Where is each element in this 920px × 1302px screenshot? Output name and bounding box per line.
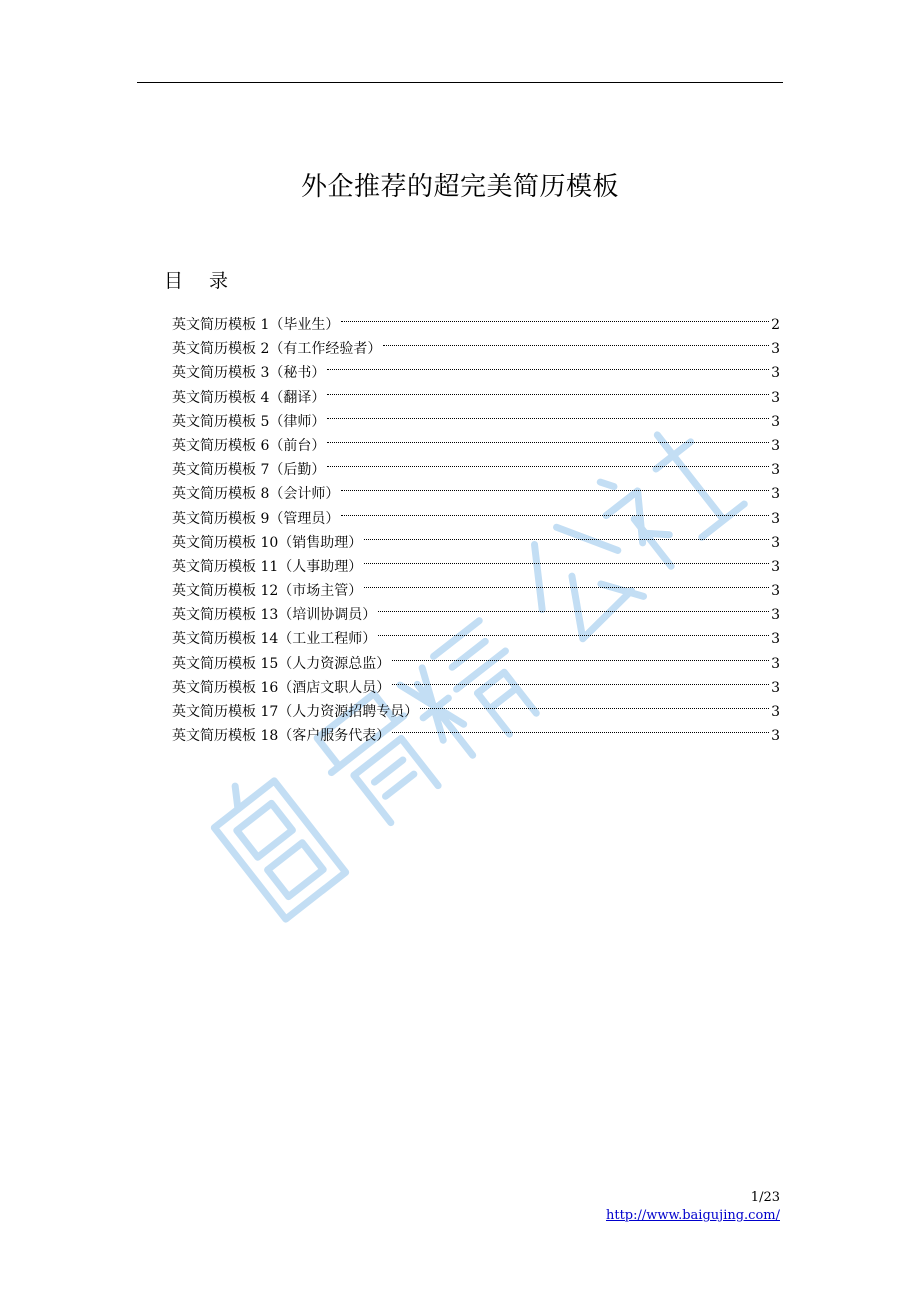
toc-entry-label: 英文简历模板 16（酒店文职人员） <box>172 679 391 696</box>
toc-entry-page: 2 <box>771 317 780 333</box>
toc-dot-leader <box>420 692 769 716</box>
toc-entry-label: 英文简历模板 12（市场主管） <box>172 583 363 600</box>
toc-dot-leader <box>327 353 769 377</box>
toc-entry-page: 3 <box>771 704 780 720</box>
toc-entry-label: 英文简历模板 6（前台） <box>172 437 326 454</box>
toc-entry-page: 3 <box>771 728 780 745</box>
toc-entry-label: 英文简历模板 1（毕业生） <box>172 317 340 333</box>
toc-dot-leader <box>383 329 769 353</box>
toc-entry-page: 3 <box>771 607 780 624</box>
toc-dot-leader <box>378 595 769 619</box>
toc-dot-leader <box>392 668 769 692</box>
toc-dot-leader <box>327 378 769 402</box>
toc-entry-page: 3 <box>771 341 780 358</box>
toc-dot-leader <box>341 474 769 498</box>
toc-entry-page: 3 <box>771 510 780 527</box>
footer-link[interactable]: http://www.baigujing.com/ <box>605 1208 780 1223</box>
toc-entry-page: 3 <box>771 486 780 503</box>
table-of-contents <box>172 305 780 745</box>
toc-entry-page: 3 <box>771 365 780 382</box>
toc-entry-page: 3 <box>771 437 780 454</box>
toc-entry-page: 3 <box>771 655 780 672</box>
toc-entry-label: 英文简历模板 11（人事助理） <box>172 558 363 575</box>
toc-entry-label: 英文简历模板 5（律师） <box>172 413 326 430</box>
toc-dot-leader <box>327 426 769 450</box>
toc-entry-page: 3 <box>771 558 780 575</box>
toc-entry-label: 英文简历模板 9（管理员） <box>172 510 340 527</box>
toc-dot-leader <box>378 619 769 643</box>
toc-heading: 目 录 <box>164 270 239 292</box>
toc-entry-label: 英文简历模板 17（人力资源招聘专员） <box>172 704 419 720</box>
toc-entry-page: 3 <box>771 631 780 648</box>
toc-entry-label: 英文简历模板 7（后勤） <box>172 462 326 479</box>
toc-dot-leader <box>392 644 769 668</box>
toc-dot-leader <box>364 523 769 547</box>
toc-entry[interactable] <box>172 305 780 333</box>
toc-dot-leader <box>341 305 769 329</box>
toc-dot-leader <box>364 547 769 571</box>
toc-entry-label: 英文简历模板 4（翻译） <box>172 389 326 406</box>
document-title: 外企推荐的超完美简历模板 <box>300 172 619 202</box>
toc-dot-leader <box>392 716 769 740</box>
toc-entry-label: 英文简历模板 2（有工作经验者） <box>172 341 382 358</box>
toc-entry-label: 英文简历模板 14（工业工程师） <box>172 631 377 648</box>
toc-entry-label: 英文简历模板 15（人力资源总监） <box>172 655 391 672</box>
toc-entry-page: 3 <box>771 583 780 600</box>
toc-entry-page: 3 <box>771 679 780 696</box>
toc-entry-page: 3 <box>771 462 780 479</box>
page-number: 1/23 <box>750 1190 780 1205</box>
toc-dot-leader <box>341 499 769 523</box>
toc-entry-page: 3 <box>771 534 780 551</box>
toc-entry-label: 英文简历模板 3（秘书） <box>172 365 326 382</box>
toc-dot-leader <box>327 450 769 474</box>
toc-entry-page: 3 <box>771 389 780 406</box>
toc-entry-label: 英文简历模板 10（销售助理） <box>172 534 363 551</box>
toc-entry-page: 3 <box>771 413 780 430</box>
toc-dot-leader <box>364 571 769 595</box>
toc-dot-leader <box>327 402 769 426</box>
toc-entry-label: 英文简历模板 8（会计师） <box>172 486 340 503</box>
toc-entry-label: 英文简历模板 18（客户服务代表） <box>172 728 391 745</box>
header-rule <box>137 82 783 83</box>
toc-entry-label: 英文简历模板 13（培训协调员） <box>172 607 377 624</box>
